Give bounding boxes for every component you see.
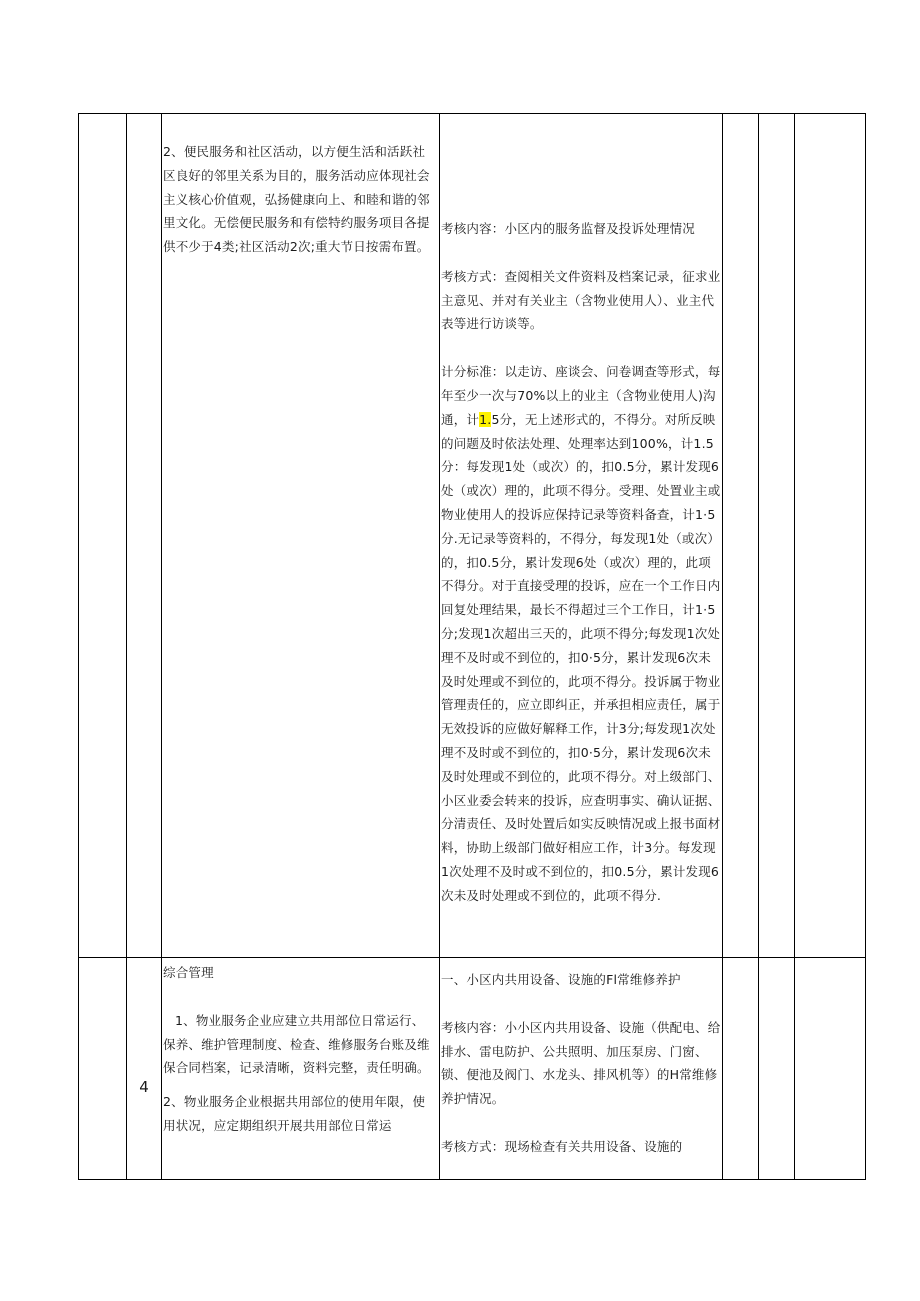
column-divider [794, 114, 795, 1179]
row2-item2: 2、物业服务企业根据共用部位的使用年限，使用状况，应定期组织开展共用部位日常运 [163, 1094, 426, 1133]
row1-scoring-standard: 计分标准：以走访、座谈会、问卷调查等形式，每年至少一次与70%以上的业主（含物业使用人)沟通，计1.5分，无上述形式的，不得分。对所反映的问题及时依法处理、处理率达到100%，计1.5分：每发现1处（或次）的，扣0.5分，累计发现6处（或次）理的，此项不得分。受理、处置业主或物业使用人的投诉应保持记录等资料备查，计1·5分.无记录等资料的，不得分，每发现1处（或次）的，扣0.5分，累计发现6处（或次）理的，此项不得分。对于直接受理的投诉，应在一个工作日内回复处理结果，最长不得超过三个工作日，计1·5分;发现1次超出三天的，此项不得分;每发现1次处理不及时或不到位的，扣0·5分，累计发现6次未及时处理或不到位的，此项不得分。投诉属于物业管理责任的，应立即纠正，并承担相应责任，属于无效投诉的应做好解释工作，计3分;每发现1次处理不及时或不到位的，扣0·5分，累计发现6次未及时处理或不到位的，此项不得分。对上级部门、小区业委会转来的投诉，应查明事实、确认证据、分清责任、及时处置后如实反映情况或上报书面材料，协助上级部门做好相应工作，计3分。每发现1次处理不及时或不到位的，扣0.5分，累计发现6次未及时处理或不到位的，此项不得分. [441, 364, 721, 903]
item-number: 4 [139, 1078, 149, 1096]
row1-assessment-method: 考核方式：查阅相关文件资料及档案记录，征求业主意见、并对有关业主（含物业使用人）、业主代表等进行访谈等。 [441, 268, 721, 332]
highlight-mark: 1. [479, 411, 492, 427]
column-divider [439, 114, 440, 1179]
assessment-table [78, 113, 866, 1180]
row2-item1: 1、物业服务企业应建立共用部位日常运行、保养、维护管理制度、检查、维修服务台账及维保合同档案，记录清晰，资料完整，责任明确。 [163, 1012, 430, 1076]
row1-assessment-cell [441, 217, 721, 908]
column-divider [758, 114, 759, 1179]
row2-requirement-cell [163, 961, 437, 1138]
column-divider [722, 114, 723, 1179]
row-divider [79, 957, 865, 958]
row2-assessment-method: 考核方式：现场检查有关共用设备、设施的 [441, 1138, 683, 1154]
column-divider [126, 114, 127, 1179]
row2-assessment-heading: 一、小区内共用设备、设施的Fl常维修养护 [441, 972, 681, 987]
row2-heading: 综合管理 [163, 965, 214, 980]
row1-requirement-cell [163, 140, 437, 259]
row1-assessment-content: 考核内容：小区内的服务监督及投诉处理情况 [441, 221, 696, 236]
column-divider [161, 114, 162, 1179]
row2-assessment-content: 考核内容：小小区内共用设备、设施（供配电、给排水、雷电防护、公共照明、加压泵房、门窗、锁、便池及阀门、水龙头、排风机等）的H常维修养护情况。 [441, 1019, 721, 1107]
row1-requirement-text: 2、便民服务和社区活动，以方便生活和活跃社区良好的邻里关系为目的，服务活动应体现社会主义核心价值观，弘扬健康向上、和睦和谐的邻里文化。无偿便民服务和有偿特约服务项目各提供不少于4类;社区活动2次;重大节日按需布置。 [163, 144, 430, 255]
row2-assessment-cell [441, 968, 721, 1159]
